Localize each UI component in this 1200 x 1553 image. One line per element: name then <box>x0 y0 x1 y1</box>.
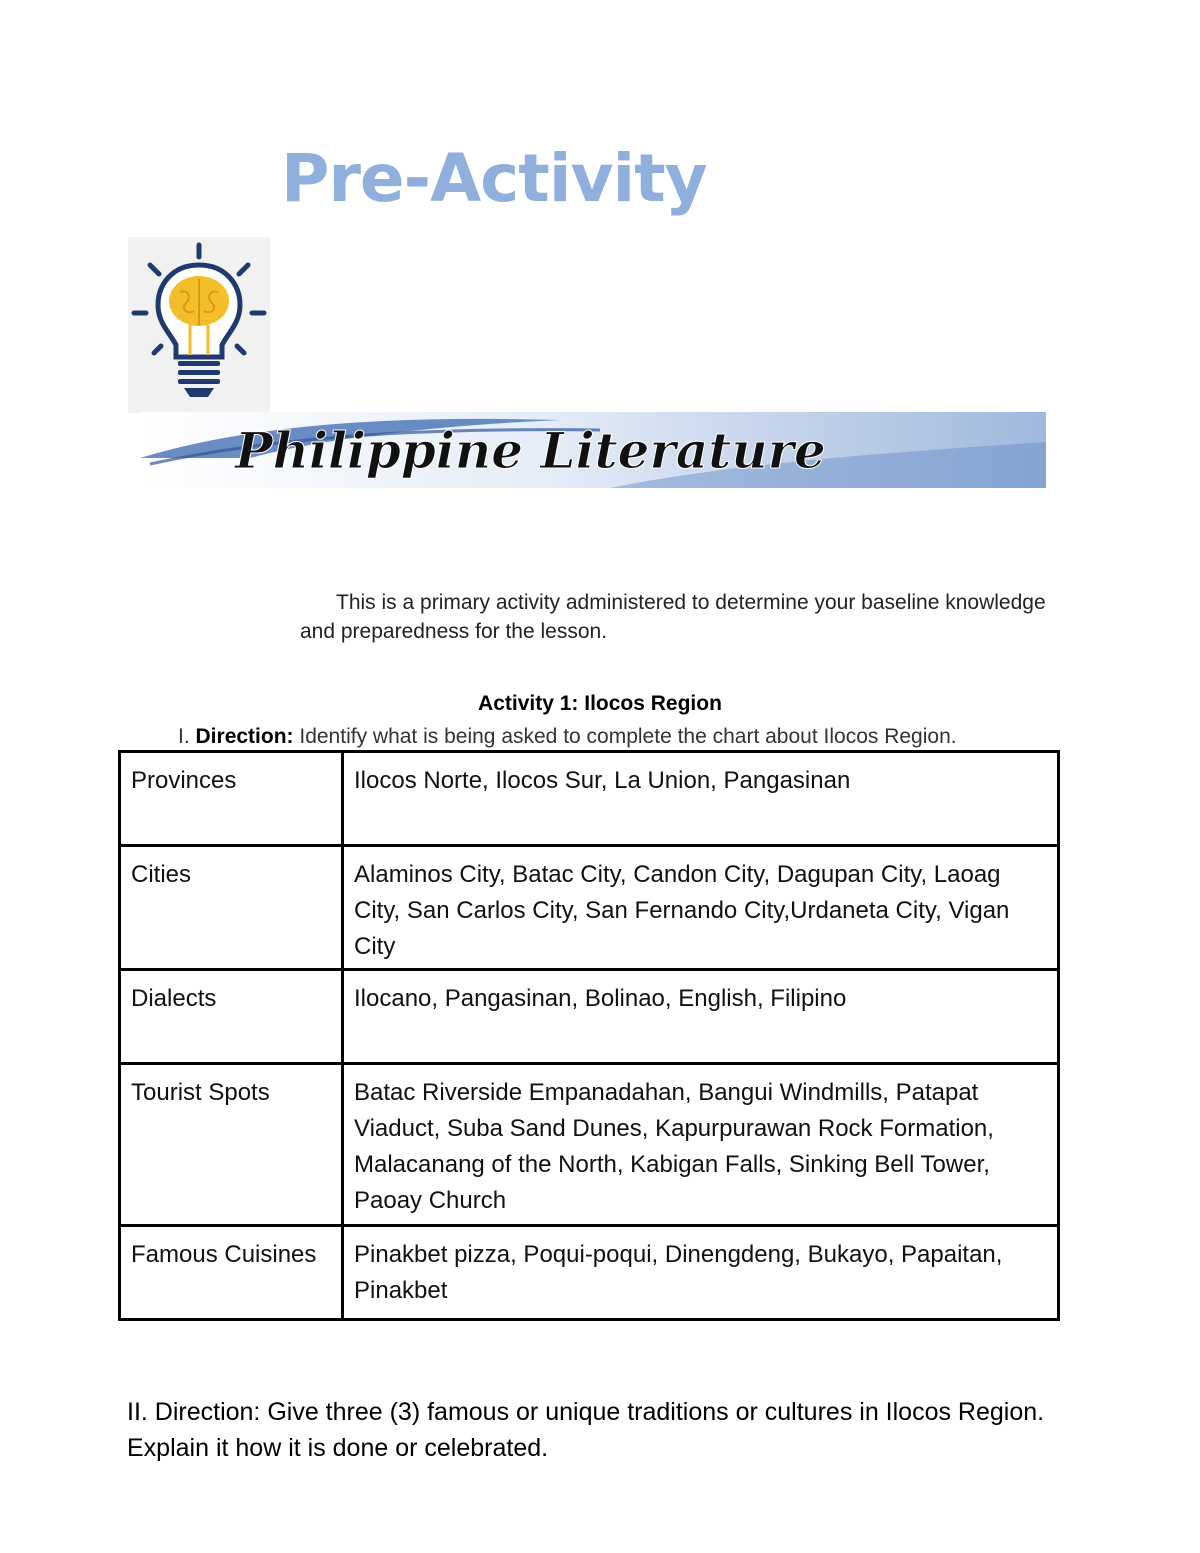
table-row <box>120 1064 1059 1226</box>
banner-text: Philippine Literature <box>235 421 826 480</box>
row-label: Tourist Spots <box>120 1064 343 1226</box>
row-value: Pinakbet pizza, Poqui-poqui, Dinengdeng, Bukayo, Papaitan, Pinakbet <box>343 1226 1059 1320</box>
ilocos-region-chart <box>118 750 1060 1321</box>
philippine-literature-banner <box>140 412 1046 488</box>
row-value: Ilocano, Pangasinan, Bolinao, English, Filipino <box>343 970 1059 1064</box>
row-value: Batac Riverside Empanadahan, Bangui Windmills, Patapat Viaduct, Suba Sand Dunes, Kapurpurawan Rock Formation, Malacanang of the North, Kabigan Falls, Sinking Bell Tower, Paoay Church <box>343 1064 1059 1226</box>
row-label: Famous Cuisines <box>120 1226 343 1320</box>
intro-paragraph: This is a primary activity administered to determine your baseline knowledge and preparedness for the lesson. <box>300 591 1046 643</box>
row-label: Provinces <box>120 752 343 846</box>
table-row <box>120 970 1059 1064</box>
row-value: Ilocos Norte, Ilocos Sur, La Union, Pangasinan <box>343 752 1059 846</box>
direction-two: II. Direction: Give three (3) famous or unique traditions or cultures in Ilocos Region. Explain it how it is done or celebrated. <box>127 1398 1045 1462</box>
row-value: Alaminos City, Batac City, Candon City, Dagupan City, Laoag City, San Carlos City, San Fernando City,Urdaneta City, Vigan City <box>343 846 1059 970</box>
lightbulb-brain-icon <box>128 237 270 413</box>
row-label: Cities <box>120 846 343 970</box>
table-row <box>120 1226 1059 1320</box>
page-title: Pre-Activity <box>281 140 707 217</box>
direction-one: I. Direction: Identify what is being asked to complete the chart about Ilocos Region. <box>178 725 957 748</box>
row-label: Dialects <box>120 970 343 1064</box>
table-row <box>120 752 1059 846</box>
activity-title: Activity 1: Ilocos Region <box>478 692 722 715</box>
table-row <box>120 846 1059 970</box>
